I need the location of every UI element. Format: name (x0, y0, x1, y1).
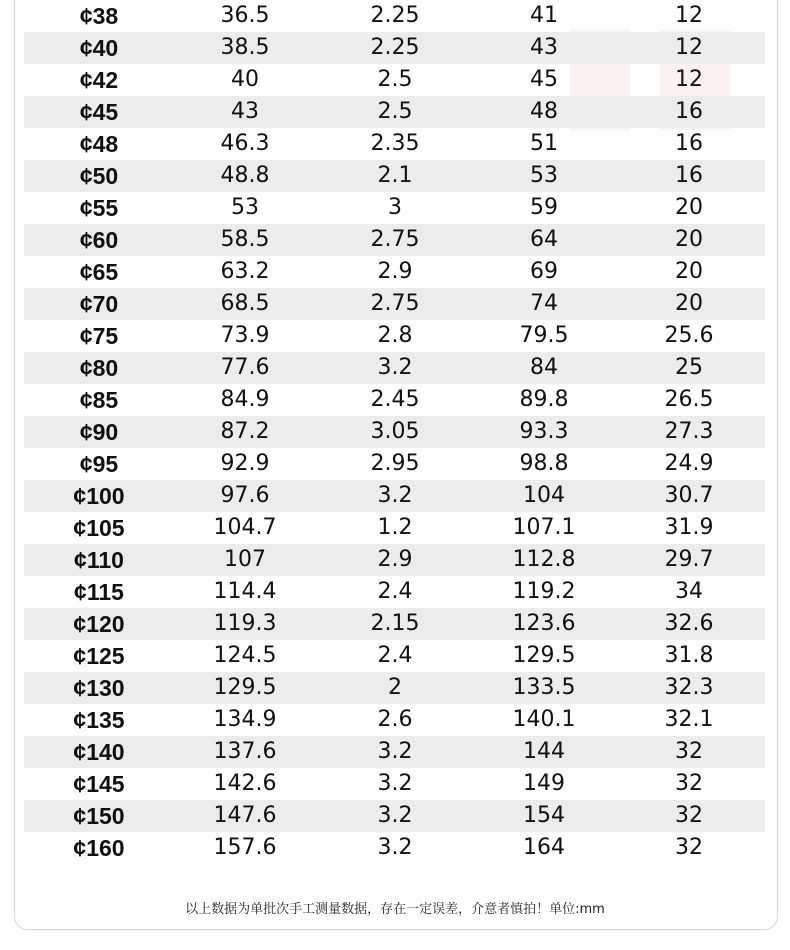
inner-diameter-cell: 129.5 (213, 675, 277, 700)
outer-diameter-cell: 93.3 (519, 419, 569, 444)
wall-thickness-cell: 2.75 (370, 227, 420, 252)
height-cell: 25.6 (664, 323, 714, 348)
table-row (24, 384, 765, 416)
table-row (24, 800, 765, 832)
wall-thickness-cell: 2.4 (377, 643, 413, 668)
table-row (24, 0, 765, 32)
table-row (24, 512, 765, 544)
inner-diameter-cell: 142.6 (213, 771, 277, 796)
table-row (24, 576, 765, 608)
inner-diameter-cell: 58.5 (220, 227, 270, 252)
table-row (24, 256, 765, 288)
table-row (24, 32, 765, 64)
outer-diameter-cell: 51 (530, 131, 558, 156)
inner-diameter-cell: 97.6 (220, 483, 270, 508)
outer-diameter-cell: 133.5 (512, 675, 576, 700)
wall-thickness-cell: 2.5 (377, 99, 413, 124)
height-cell: 20 (675, 227, 703, 252)
size-cell: ¢140 (73, 739, 125, 765)
height-cell: 12 (675, 3, 703, 28)
table-row (24, 64, 765, 96)
size-cell: ¢40 (79, 35, 119, 61)
size-cell: ¢125 (73, 643, 125, 669)
table-row (24, 608, 765, 640)
wall-thickness-cell: 2.4 (377, 579, 413, 604)
wall-thickness-cell: 3.2 (377, 739, 413, 764)
outer-diameter-cell: 119.2 (512, 579, 576, 604)
height-cell: 24.9 (664, 451, 714, 476)
wall-thickness-cell: 2.9 (377, 259, 413, 284)
wall-thickness-cell: 3.2 (377, 803, 413, 828)
outer-diameter-cell: 154 (523, 803, 565, 828)
measurement-disclaimer: 以上数据为单批次手工测量数据，存在一定误差，介意者慎拍！单位:mm (185, 902, 605, 917)
table-row (24, 704, 765, 736)
inner-diameter-cell: 73.9 (220, 323, 270, 348)
height-cell: 32.1 (664, 707, 714, 732)
outer-diameter-cell: 129.5 (512, 643, 576, 668)
wall-thickness-cell: 3.05 (370, 419, 420, 444)
outer-diameter-cell: 64 (530, 227, 558, 252)
table-row (24, 768, 765, 800)
table-row (24, 544, 765, 576)
outer-diameter-cell: 104 (523, 483, 565, 508)
table-row (24, 736, 765, 768)
outer-diameter-cell: 59 (530, 195, 558, 220)
size-cell: ¢105 (73, 515, 125, 541)
height-cell: 34 (675, 579, 703, 604)
inner-diameter-cell: 38.5 (220, 35, 270, 60)
height-cell: 29.7 (664, 547, 714, 572)
table-row (24, 352, 765, 384)
wall-thickness-cell: 2 (388, 675, 402, 700)
table-row (24, 128, 765, 160)
inner-diameter-cell: 137.6 (213, 739, 277, 764)
size-cell: ¢100 (73, 483, 125, 509)
wall-thickness-cell: 2.15 (370, 611, 420, 636)
wall-thickness-cell: 3.2 (377, 835, 413, 860)
table-row (24, 832, 765, 864)
height-cell: 12 (675, 67, 703, 92)
size-cell: ¢110 (74, 547, 124, 573)
table-row (24, 672, 765, 704)
height-cell: 31.8 (664, 643, 714, 668)
table-row (24, 192, 765, 224)
size-cell: ¢55 (79, 195, 119, 221)
inner-diameter-cell: 84.9 (220, 387, 270, 412)
outer-diameter-cell: 84 (530, 355, 558, 380)
inner-diameter-cell: 77.6 (220, 355, 270, 380)
inner-diameter-cell: 68.5 (220, 291, 270, 316)
height-cell: 20 (675, 195, 703, 220)
height-cell: 16 (675, 131, 703, 156)
table-row (24, 160, 765, 192)
inner-diameter-cell: 40 (231, 67, 259, 92)
size-cell: ¢60 (79, 227, 119, 253)
inner-diameter-cell: 124.5 (213, 643, 277, 668)
inner-diameter-cell: 92.9 (220, 451, 270, 476)
height-cell: 16 (675, 99, 703, 124)
size-cell: ¢120 (73, 611, 125, 637)
wall-thickness-cell: 2.5 (377, 67, 413, 92)
height-cell: 30.7 (664, 483, 714, 508)
inner-diameter-cell: 53 (231, 195, 259, 220)
size-cell: ¢42 (79, 67, 119, 93)
height-cell: 25 (675, 355, 703, 380)
table-row (24, 448, 765, 480)
height-cell: 12 (675, 35, 703, 60)
size-cell: ¢150 (73, 803, 125, 829)
height-cell: 32 (675, 803, 703, 828)
size-cell: ¢135 (73, 707, 125, 733)
outer-diameter-cell: 41 (530, 3, 558, 28)
outer-diameter-cell: 164 (523, 835, 565, 860)
size-cell: ¢145 (73, 771, 125, 797)
outer-diameter-cell: 48 (530, 99, 558, 124)
outer-diameter-cell: 123.6 (512, 611, 576, 636)
inner-diameter-cell: 157.6 (213, 835, 277, 860)
inner-diameter-cell: 134.9 (213, 707, 277, 732)
wall-thickness-cell: 3.2 (377, 771, 413, 796)
size-cell: ¢160 (73, 835, 125, 861)
height-cell: 16 (675, 163, 703, 188)
size-cell: ¢80 (79, 355, 119, 381)
inner-diameter-cell: 43 (231, 99, 259, 124)
size-cell: ¢95 (79, 451, 119, 477)
inner-diameter-cell: 63.2 (220, 259, 270, 284)
inner-diameter-cell: 119.3 (213, 611, 277, 636)
table-row (24, 96, 765, 128)
height-cell: 20 (675, 291, 703, 316)
outer-diameter-cell: 74 (530, 291, 558, 316)
height-cell: 20 (675, 259, 703, 284)
size-cell: ¢130 (73, 675, 125, 701)
size-cell: ¢115 (74, 579, 124, 605)
inner-diameter-cell: 147.6 (213, 803, 277, 828)
height-cell: 26.5 (664, 387, 714, 412)
table-row (24, 224, 765, 256)
size-cell: ¢65 (79, 259, 119, 285)
outer-diameter-cell: 45 (530, 67, 558, 92)
wall-thickness-cell: 1.2 (377, 515, 413, 540)
inner-diameter-cell: 114.4 (213, 579, 277, 604)
outer-diameter-cell: 53 (530, 163, 558, 188)
table-row (24, 640, 765, 672)
wall-thickness-cell: 2.45 (370, 387, 420, 412)
outer-diameter-cell: 98.8 (519, 451, 569, 476)
size-cell: ¢70 (79, 291, 119, 317)
height-cell: 32.3 (664, 675, 714, 700)
wall-thickness-cell: 2.25 (370, 35, 420, 60)
outer-diameter-cell: 43 (530, 35, 558, 60)
height-cell: 32 (675, 739, 703, 764)
height-cell: 32 (675, 835, 703, 860)
outer-diameter-cell: 89.8 (519, 387, 569, 412)
outer-diameter-cell: 149 (523, 771, 565, 796)
outer-diameter-cell: 69 (530, 259, 558, 284)
table-row (24, 320, 765, 352)
wall-thickness-cell: 2.6 (377, 707, 413, 732)
wall-thickness-cell: 2.35 (370, 131, 420, 156)
size-cell: ¢75 (79, 323, 119, 349)
size-cell: ¢38 (79, 3, 119, 29)
size-spec-table (24, 0, 765, 864)
inner-diameter-cell: 46.3 (220, 131, 270, 156)
height-cell: 27.3 (664, 419, 714, 444)
inner-diameter-cell: 107 (224, 547, 266, 572)
wall-thickness-cell: 3.2 (377, 355, 413, 380)
wall-thickness-cell: 2.1 (377, 163, 413, 188)
size-cell: ¢45 (79, 99, 119, 125)
height-cell: 32 (675, 771, 703, 796)
inner-diameter-cell: 104.7 (213, 515, 277, 540)
height-cell: 31.9 (664, 515, 714, 540)
wall-thickness-cell: 2.8 (377, 323, 413, 348)
outer-diameter-cell: 144 (523, 739, 565, 764)
table-row (24, 480, 765, 512)
inner-diameter-cell: 87.2 (220, 419, 270, 444)
inner-diameter-cell: 48.8 (220, 163, 270, 188)
wall-thickness-cell: 2.9 (377, 547, 413, 572)
table-row (24, 288, 765, 320)
outer-diameter-cell: 107.1 (512, 515, 576, 540)
table-row (24, 416, 765, 448)
inner-diameter-cell: 36.5 (220, 3, 270, 28)
size-cell: ¢90 (79, 419, 119, 445)
outer-diameter-cell: 79.5 (519, 323, 569, 348)
outer-diameter-cell: 140.1 (512, 707, 576, 732)
wall-thickness-cell: 2.95 (370, 451, 420, 476)
wall-thickness-cell: 2.25 (370, 3, 420, 28)
size-cell: ¢48 (79, 131, 119, 157)
size-cell: ¢85 (79, 387, 119, 413)
wall-thickness-cell: 2.75 (370, 291, 420, 316)
size-cell: ¢50 (79, 163, 119, 189)
wall-thickness-cell: 3 (388, 195, 402, 220)
outer-diameter-cell: 112.8 (512, 547, 576, 572)
wall-thickness-cell: 3.2 (377, 483, 413, 508)
height-cell: 32.6 (664, 611, 714, 636)
